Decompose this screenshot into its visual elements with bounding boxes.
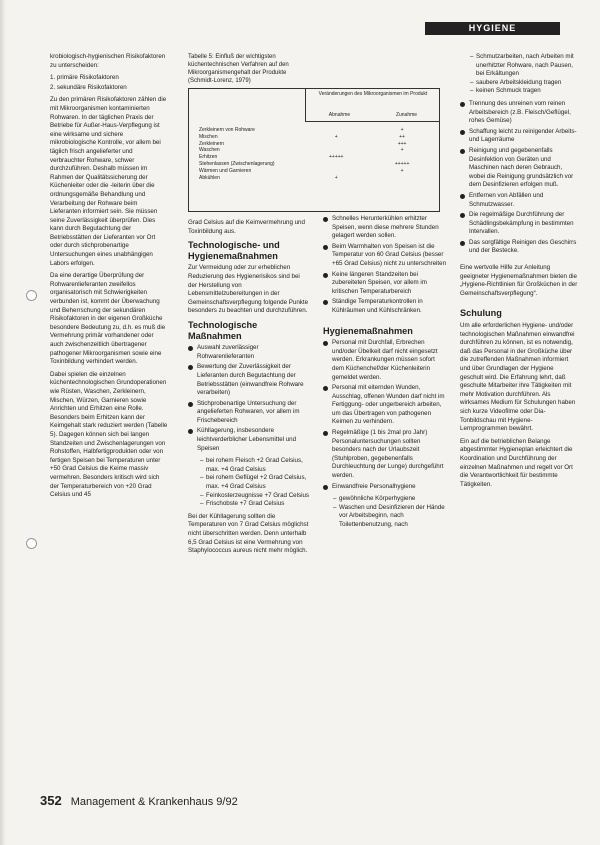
table-cell (303, 168, 369, 175)
column-4 (460, 53, 578, 493)
bullet-list (460, 100, 578, 256)
dash-list (323, 495, 446, 529)
list-item: Ständige Temperaturkontrollen in Kühlräumen und Kühlschränken. (323, 298, 446, 315)
table-header (305, 89, 440, 122)
dash-list (188, 457, 310, 509)
page-edge (0, 0, 6, 845)
list-item: Einwandfreie Personalhygiene (323, 483, 446, 492)
table-body (199, 127, 435, 181)
section-banner: HYGIENE (425, 22, 560, 35)
column-header: Zunahme (395, 112, 418, 119)
table-cell: ++ (399, 133, 405, 140)
table-header-title: Veränderungen des Mikroorganismen im Produkt (318, 91, 428, 97)
table-row (199, 147, 435, 154)
paragraph: Zur Vermeidung oder zur erheblichen Reduzierung des Hygienerisikos sind bei der Herstellung von Lebensmittelzubereitungen in der Gemeinschaftsverpflegung folgende Punkte besonders zu beachten und durchzuführen. (188, 264, 309, 315)
list-item: Reinigung und gegebenenfalls Desinfektion von Geräten und Maschinen nach deren Gebrauch, wobei die Reinigung grundsätzlich vor dem Desinfizieren erfolgen muß. (460, 147, 578, 190)
table-cell: Erhitzen (199, 154, 218, 161)
table-cell: Stehenlassen (Zwischenlagerung) (199, 160, 275, 167)
list-item: – Waschen und Desinfizieren der Hände vor Arbeitsbeginn, nach Toilettenbenutzung, nach (333, 504, 446, 530)
table-5 (188, 88, 440, 212)
list-item: Auswahl zuverlässiger Rohwarenlieferanten (188, 344, 310, 361)
paragraph: Grad Celsius auf die Keimvermehrung und Toxinbildung aus. (188, 219, 305, 235)
list-item: Das sorgfältige Reinigen des Geschirrs und der Bestecke. (460, 239, 578, 256)
table-row (199, 168, 435, 175)
bullet-list (323, 339, 446, 491)
table-cell: Mischen (199, 133, 218, 140)
table-cell: +++ (397, 140, 407, 147)
bullet-list (323, 215, 446, 316)
list-item: – gewöhnliche Körperhygiene (333, 495, 446, 504)
table-cell: + (400, 147, 404, 154)
list-item: – bei rohem Fleisch +2 Grad Celsius, max. +4 Grad Celsius (200, 457, 310, 474)
table-cell: + (400, 127, 404, 133)
table-cell (369, 154, 435, 161)
list-item: Beim Warmhalten von Speisen ist die Temperatur von 60 Grad Celsius (besser +65 Grad Celsius) nicht zu unterschreiten (323, 243, 446, 269)
table-cell: + (334, 174, 338, 181)
list-item: – keinen Schmuck tragen (470, 87, 578, 96)
column-header: Abnahme (328, 112, 351, 119)
section-heading: Technologische Maßnahmen (188, 319, 258, 341)
table-cell: Zerkleinern von Rohware (199, 127, 255, 133)
table-cell: + (334, 133, 338, 140)
paragraph: Da eine derartige Überprüfung der Rohwarenlieferanten zweifellos organisatorisch mit Schwierigkeiten verbunden ist, kommt der Überwachung und Beherrschung der sekundären Risikofaktoren in der eigenen Großküche besondere Bedeutung zu, d.h. es muß die Vermehrung primär vorhandener oder auch zwischenzeitlich übertragener pathogener Mikroorganismen sowie eine Toxinbildung verhindert werden. (50, 272, 166, 366)
table-row (199, 141, 435, 148)
table-row (199, 161, 435, 168)
list-item: Schaffung leicht zu reinigender Arbeits- und Lagerräume (460, 128, 578, 145)
table-cell: +++++ (328, 154, 344, 161)
list-item: Die regelmäßige Durchführung der Schädlingsbekämpfung in bestimmten Intervallen. (460, 211, 578, 237)
paragraph: Eine wertvolle Hilfe zur Anleitung geeigneter Hygienemaßnahmen bieten die „Hygiene-Richtlinien für Großküchen in der Gemeinschaftsverpflegung“. (460, 264, 578, 297)
page-number: 352 (40, 793, 62, 808)
paragraph: Zu den primären Risikofaktoren zählen die mit Mikroorganismen kontaminierten Rohwaren. In der täglichen Praxis der Betriebe für Außer-Haus-Verpflegung ist eine wirksame und sichere mikrobiologische Kontrolle, vor allem bei täglich frisch angelieferter und verbrauchter Rohware, schwer durchzuführen. Deshalb müssen im Rahmen der Qualitätssicherung der Küchenleiter oder die -leiterin über die ordnungsgemäße Behandlung und Verarbeitung der Rohware beim Lieferanten informiert sein. Sie müssen seine Zuverlässigkeit überprüfen. Dies kann durch Begutachtung der Betriebsstätten der Lieferanten vor Ort oder durch stichprobenartige Untersuchungen eines unabhängigen Labors erfolgen. (50, 96, 167, 267)
table-cell: Zerkleinern (199, 140, 225, 147)
list-item: – Frischobste +7 Grad Celsius (200, 500, 310, 509)
list-item: 1. primäre Risikofaktoren (50, 74, 119, 82)
dash-list (460, 53, 578, 96)
paragraph: Um alle erforderlichen Hygiene- und/oder technologischen Maßnahmen einwandfrei durchführen zu können, ist es notwendig, daß das Personal in der Großküche über die zutreffenden Maßnahmen informiert und über Grundlagen der Hygiene geschult wird. Die Erfahrung lehrt, daß geschulte Mitarbeiter ihre Tätigkeiten mit mehr Motivation durchführen. Als wirksames Medium für Schulungen haben sich kurze Videofilme oder Dia-Tonbildschau mit Hygiene-Lernprogrammen bewährt. (460, 322, 576, 433)
table-cell: +++++ (394, 160, 410, 167)
table-row (199, 175, 435, 182)
page-footer (40, 793, 238, 808)
table-cell: Abkühlen (199, 174, 220, 181)
list-item: Personal mit eiternden Wunden, Ausschlag, offenen Wunden darf nicht im Fertiggung- oder ungerbereich arbeiten, um das Übertragen von pathogenen Keimen zu verhindern. (323, 384, 446, 427)
journal-name: Management & Krankenhaus 9/92 (70, 796, 238, 808)
table-cell (303, 147, 369, 154)
table-row (199, 134, 435, 141)
list-item: – Feinkosterzeugnisse +7 Grad Celsius (200, 492, 310, 501)
paragraph: Ein auf die betrieblichen Belange abgestimmter Hygieneplan erleichtert die Koordination und Durchführung der einzelnen Maßnahmen und regelt vor Ort die Verantwortlichkeit für bestimmte Tätigkeiten. (460, 437, 573, 488)
list-item: Keine längeren Standzeiten bei zubereiteten Speisen, vor allem im kritischen Temperaturbereich (323, 271, 446, 297)
column-3 (323, 215, 446, 534)
bullet-list (188, 344, 310, 453)
list-item: Stichprobenartige Untersuchung der angelieferten Rohwaren, vor allem im Frischebereich (188, 400, 310, 426)
list-item: Regelmäßige (1 bis 2mal pro Jahr) Personaluntersuchungen sollten besonders nach der Urlaubszeit (Stuhlproben, gegebenenfalls Durchleuchtung der Lunge) durchgeführt werden. (323, 429, 446, 481)
list-item: Entfernen von Abfällen und Schmutzwasser. (460, 192, 578, 209)
list-item: Schnelles Herunterkühlen erhitzter Speisen, wenn diese mehrere Stunden gelagert werden sollen. (323, 215, 446, 241)
list-item: 2. sekundäre Risikofaktoren (50, 83, 127, 91)
list-item: – bei rohem Geflügel +2 Grad Celsius, max. +4 Grad Celsius (200, 474, 310, 491)
punch-hole (26, 290, 37, 301)
section-heading: Technologische- und Hygienemaßnahmen (188, 240, 280, 261)
table-cell (303, 141, 369, 148)
column-1 (50, 53, 168, 504)
list-item: Personal mit Durchfall, Erbrechen und/oder Übelkeit darf nicht eingesetzt werden. Erkrankungen müssen sofort dem Küchenchef/der Küchenleiterin gemeldet werden. (323, 339, 446, 382)
table-cell: Waschen (199, 147, 220, 154)
section-heading: Hygienemaßnahmen (323, 325, 413, 336)
table-row (199, 127, 435, 134)
table-cell (369, 175, 435, 182)
risk-list (50, 74, 168, 92)
section-heading: Schulung (460, 308, 502, 319)
list-item: Bewertung der Zuverlässigkeit der Lieferanten durch Begutachtung der Betriebsstätten (einwandfreie Rohware verarbeiten) (188, 363, 310, 397)
list-item: – Schmutzarbeiten, nach Arbeiten mit unerhitzter Rohware, nach Pausen, bei Erkältungen (470, 53, 578, 79)
list-item: Kühllagerung, insbesondere leichtverderblicher Lebensmittel und Speisen (188, 427, 310, 453)
table-row (199, 154, 435, 161)
paragraph: Dabei spielen die einzelnen küchentechnologischen Grundoperationen wie Rüsten, Waschen, Zerkleinern, Mischen, Würzen, Garnieren sowie Anrichten und Erhitzen eine Rolle. Besonders beim Erhitzen kann der Keimgehalt stark reduziert werden (Tabelle 5). Dagegen können sich bei langen Standzeiten und Zwischenlagerungen von Rohstoffen, Halbfertigprodukten oder von fertigen Speisen bei Temperaturen unter +50 Grad Celsius die Keime massiv vermehren. Besonders kritisch wird sich der Temperaturbereich von +20 Grad Celsius und 45 (50, 370, 168, 499)
table-cell: Wärmen und Garnieren (199, 167, 252, 174)
list-item: Trennung des unreinen vom reinen Arbeitsbereich (z.B. Fleisch/Geflügel, rohes Gemüse) (460, 100, 578, 126)
paragraph: krobiologisch-hygienischen Risikofaktoren zu unterscheiden: (50, 53, 166, 69)
paragraph: Bei der Kühllagerung sollten die Temperaturen von 7 Grad Celsius möglichst nicht überschritten werden. Denn unterhalb 6,5 Grad Celsius ist eine Vermehrung von Staphylococcus aureus nicht mehr möglich. (188, 512, 309, 555)
punch-hole (26, 538, 37, 549)
table-caption: Tabelle 5: Einfluß der wichtigsten küchentechnischen Verfahren auf den Mikroorganismengehalt der Produkte (Schmidt-Lorenz, 1979) (188, 54, 289, 84)
table-cell: + (400, 167, 404, 174)
table-cell (303, 127, 369, 134)
list-item: – saubere Arbeitskleidung tragen (470, 79, 578, 88)
table-cell (303, 161, 369, 168)
